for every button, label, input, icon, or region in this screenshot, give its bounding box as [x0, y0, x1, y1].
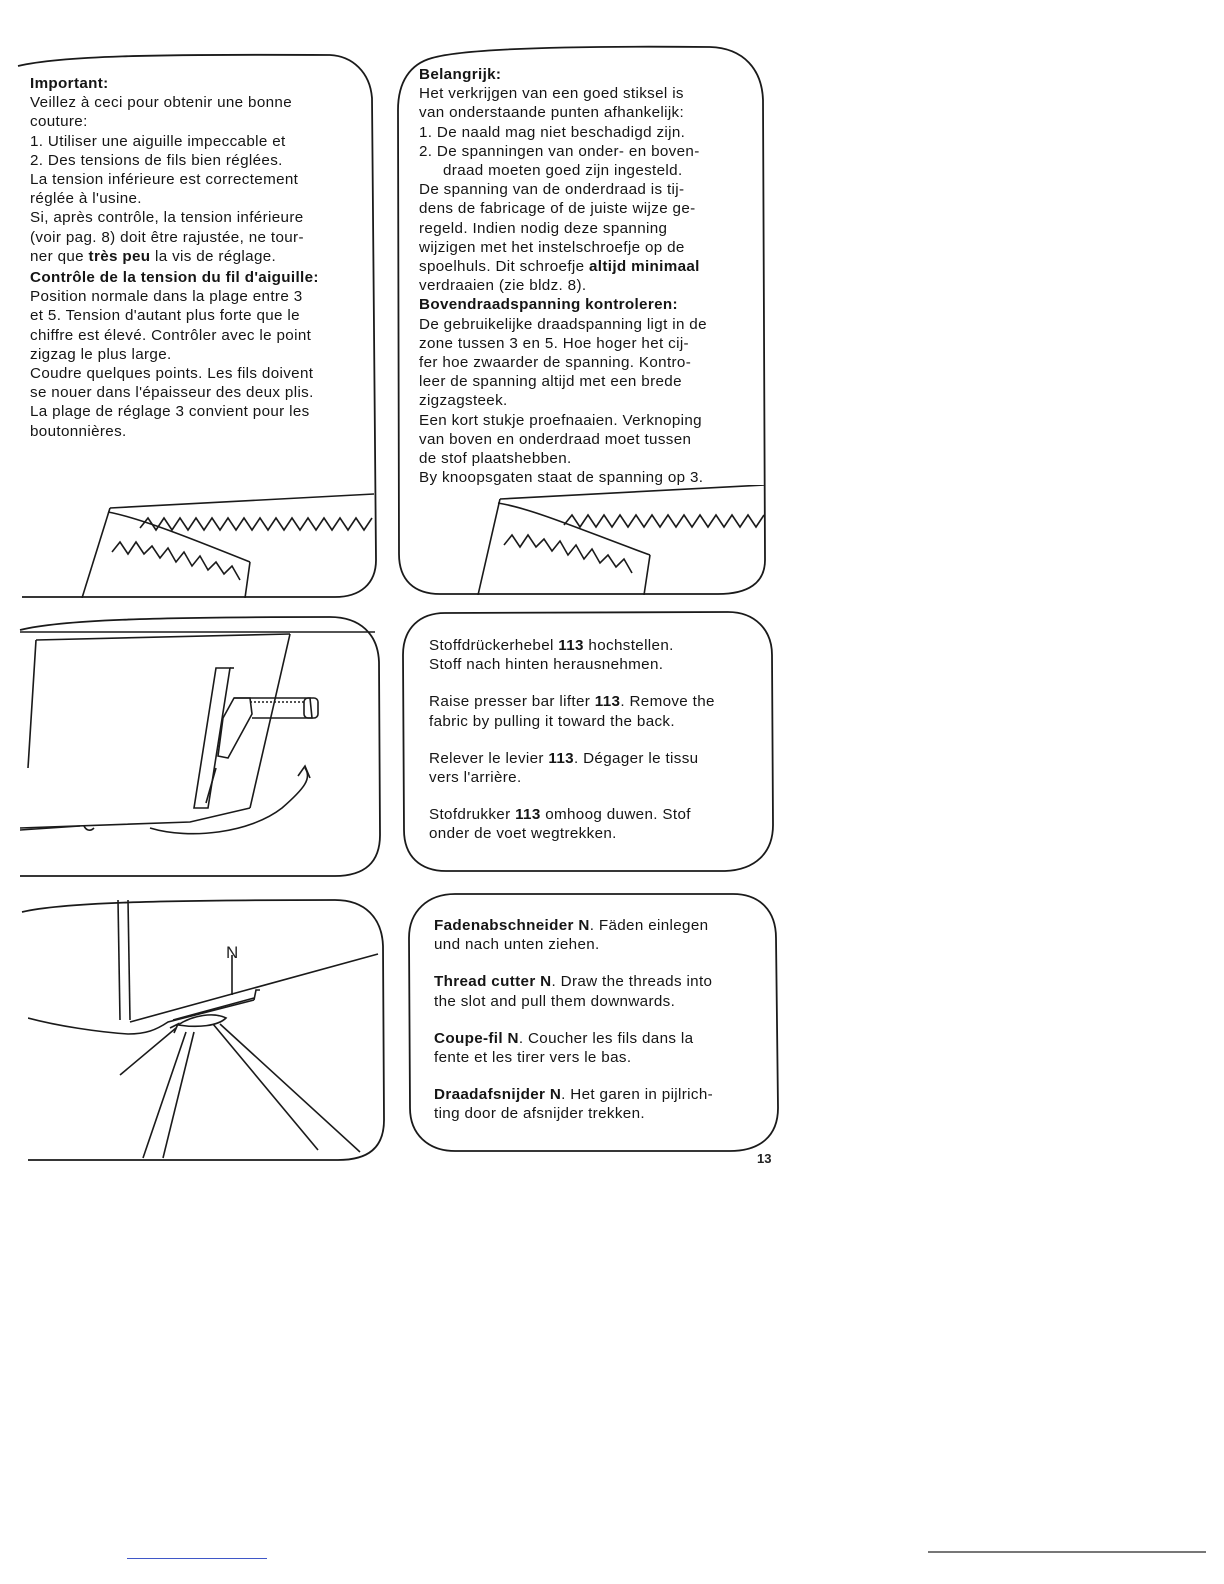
zigzag-fabric-figure-fr [80, 490, 376, 598]
cutter-fr-line-1: Coupe-fil N. Coucher les fils dans la [434, 1029, 694, 1047]
cutter-de-line-1: Fadenabschneider N. Fäden einlegen [434, 917, 709, 934]
panel-nl-body2-7: van boven en onderdraad moet tussen [419, 430, 692, 448]
remove-nl-line-1: Stofdrukker 113 omhoog duwen. Stof [429, 806, 691, 824]
cutter-de-line-2: und nach unten ziehen. [434, 936, 600, 954]
panel-nl-body2-4: leer de spanning altijd met een brede [419, 373, 682, 391]
panel-fr-intro-2: couture: [30, 113, 88, 131]
panel-fr-body2-6: se nouer dans l'épaisseur des deux plis. [30, 384, 314, 402]
panel-fr-item-1: 1. Utiliser une aiguille impeccable et [30, 132, 286, 150]
panel-cutter-text [434, 916, 769, 1124]
panel-nl-body-1: De spanning van de onderdraad is tij- [419, 181, 685, 199]
footer-rule-right [928, 1551, 1206, 1553]
panel-nl-body-2: dens de fabricage of de juiste wijze ge- [419, 200, 696, 218]
cutter-label-n: N [226, 943, 239, 962]
panel-fr-body2-8: boutonnières. [30, 422, 127, 440]
panel-nl-body-4: wijzigen met het instelschroefje op de [419, 238, 685, 256]
cutter-en-line-1: Thread cutter N. Draw the threads into [434, 973, 713, 991]
panel-nl-body2-9: By knoopsgaten staat de spanning op 3. [419, 469, 704, 487]
panel-nl-body2-1: De gebruikelijke draadspanning ligt in de [419, 315, 707, 333]
panel-fr-body2-4: zigzag le plus large. [30, 345, 172, 363]
remove-nl-line-2: onder de voet wegtrekken. [429, 825, 617, 843]
presser-bar-lifter-figure [20, 618, 380, 876]
remove-fr-line-2: vers l'arrière. [429, 769, 522, 787]
page-number: 13 [757, 1151, 772, 1166]
remove-en-line-1: Raise presser bar lifter 113. Remove the [429, 693, 715, 711]
panel-fr-subheading: Contrôle de la tension du fil d'aiguille: [30, 269, 319, 287]
panel-fr-body2-1: Position normale dans la plage entre 3 [30, 288, 303, 306]
panel-nl-body-3: regeld. Indien nodig deze spanning [419, 219, 668, 237]
panel-fr-item-2: 2. Des tensions de fils bien réglées. [30, 151, 283, 169]
panel-fr-body2-2: et 5. Tension d'autant plus forte que le [30, 307, 300, 325]
panel-nl-text [419, 65, 759, 487]
panel-fr-text [30, 74, 360, 441]
panel-fr-heading: Important: [30, 75, 109, 92]
panel-nl-body2-3: fer hoe zwaarder de spanning. Kontro- [419, 354, 692, 372]
panel-nl-heading: Belangrijk: [419, 66, 502, 83]
panel-fr-body-2: réglée à l'usine. [30, 190, 142, 208]
panel-nl-body2-5: zigzagsteek. [419, 392, 508, 410]
panel-nl-body2-8: de stof plaatshebben. [419, 450, 572, 468]
panel-nl-item-2-cont: draad moeten goed zijn ingesteld. [443, 162, 683, 180]
panel-nl-subheading: Bovendraadspanning kontroleren: [419, 296, 678, 314]
panel-nl-intro-1: Het verkrijgen van een goed stiksel is [419, 85, 684, 103]
footer-rule-left [127, 1558, 267, 1559]
panel-nl-body2-2: zone tussen 3 en 5. Hoe hoger het cij- [419, 334, 689, 352]
remove-de-line-2: Stoff nach hinten herausnehmen. [429, 656, 664, 674]
zigzag-fabric-figure-nl [474, 485, 766, 595]
cutter-nl-line-1: Draadafsnijder N. Het garen in pijlrich- [434, 1086, 714, 1104]
panel-remove-text [429, 636, 764, 844]
panel-nl-body-5: spoelhuls. Dit schroefje altijd minimaal [419, 258, 700, 276]
panel-fr-intro-1: Veillez à ceci pour obtenir une bonne [30, 94, 293, 112]
panel-fr-body-4: (voir pag. 8) doit être rajustée, ne tour- [30, 228, 304, 246]
panel-fr-body-5: ner que très peu la vis de réglage. [30, 247, 277, 265]
panel-nl-item-1: 1. De naald mag niet beschadigd zijn. [419, 123, 686, 141]
panel-fr-body2-7: La plage de réglage 3 convient pour les [30, 403, 310, 421]
cutter-en-line-2: the slot and pull them downwards. [434, 992, 676, 1010]
panel-fr-body-3: Si, après contrôle, la tension inférieure [30, 209, 304, 227]
remove-de-line-1: Stoffdrückerhebel 113 hochstellen. [429, 637, 674, 654]
panel-nl-intro-2: van onderstaande punten afhankelijk: [419, 104, 685, 122]
panel-nl-body2-6: Een kort stukje proefnaaien. Verknoping [419, 411, 702, 429]
cutter-nl-line-2: ting door de afsnijder trekken. [434, 1105, 645, 1123]
panel-fr-body2-3: chiffre est élevé. Contrôler avec le point [30, 326, 312, 344]
panel-nl-item-2: 2. De spanningen van onder- en boven- [419, 142, 700, 160]
remove-fr-line-1: Relever le levier 113. Dégager le tissu [429, 749, 699, 767]
panel-fr-body-1: La tension inférieure est correctement [30, 171, 299, 189]
cutter-fr-line-2: fente et les tirer vers le bas. [434, 1049, 632, 1067]
panel-fr-body2-5: Coudre quelques points. Les fils doivent [30, 365, 314, 383]
remove-en-line-2: fabric by pulling it toward the back. [429, 712, 675, 730]
thread-cutter-figure [28, 900, 384, 1160]
panel-nl-body-6: verdraaien (zie bldz. 8). [419, 277, 587, 295]
